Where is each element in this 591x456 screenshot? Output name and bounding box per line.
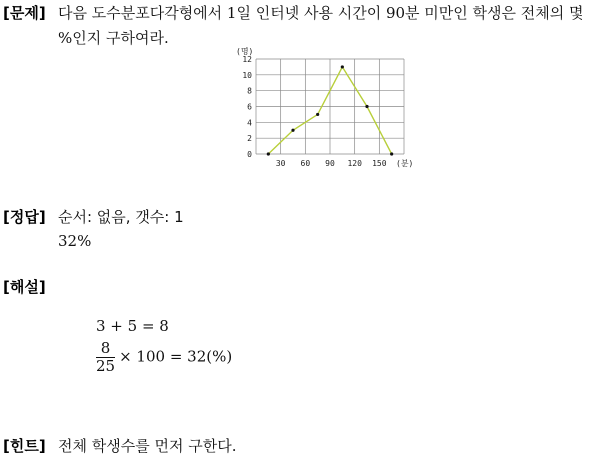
problem-tag: [문제] [3, 4, 46, 22]
hint-tag: [힌트] [3, 437, 46, 455]
x-tick-label: 150 [372, 159, 387, 168]
x-tick-label: 120 [347, 159, 362, 168]
data-point [390, 152, 393, 155]
answer-text-line1: 순서: 없음, 갯수: 1 [58, 208, 184, 226]
x-tick-label: 90 [325, 159, 335, 168]
fraction-denominator: 25 [96, 357, 116, 375]
y-tick-label: 10 [242, 70, 252, 80]
equation-percent-rest: × 100 = 32(%) [119, 347, 233, 366]
y-tick-label: 4 [247, 118, 252, 128]
data-point [365, 105, 368, 108]
x-axis-label: (분) [396, 159, 414, 168]
data-point [341, 65, 344, 68]
equation-percent [96, 340, 232, 375]
y-tick-label: 2 [247, 134, 252, 144]
data-point [316, 113, 319, 116]
y-tick-label: 0 [247, 150, 252, 159]
data-point [267, 152, 270, 155]
y-tick-label: 8 [247, 86, 252, 96]
frequency-polygon-chart [228, 44, 423, 174]
data-point [291, 129, 294, 132]
y-tick-label: 12 [242, 55, 252, 64]
answer-text-line2: 32% [58, 232, 92, 250]
x-tick-label: 60 [300, 159, 311, 168]
fraction [96, 340, 115, 375]
y-axis-label: (명) [236, 47, 254, 56]
answer-tag: [정답] [3, 208, 46, 226]
problem-text-line1: 다음 도수분포다각형에서 1일 인터넷 사용 시간이 90분 미만인 학생은 전체의 몇 [58, 4, 584, 22]
fraction-numerator: 8 [96, 340, 115, 358]
equation-sum: 3 + 5 = 8 [96, 317, 169, 335]
hint-text: 전체 학생수를 먼저 구한다. [58, 437, 237, 455]
explanation-tag: [해설] [3, 278, 46, 296]
x-tick-label: 30 [275, 159, 286, 168]
y-tick-label: 6 [247, 102, 252, 112]
problem-text-line2: %인지 구하여라. [58, 29, 169, 47]
